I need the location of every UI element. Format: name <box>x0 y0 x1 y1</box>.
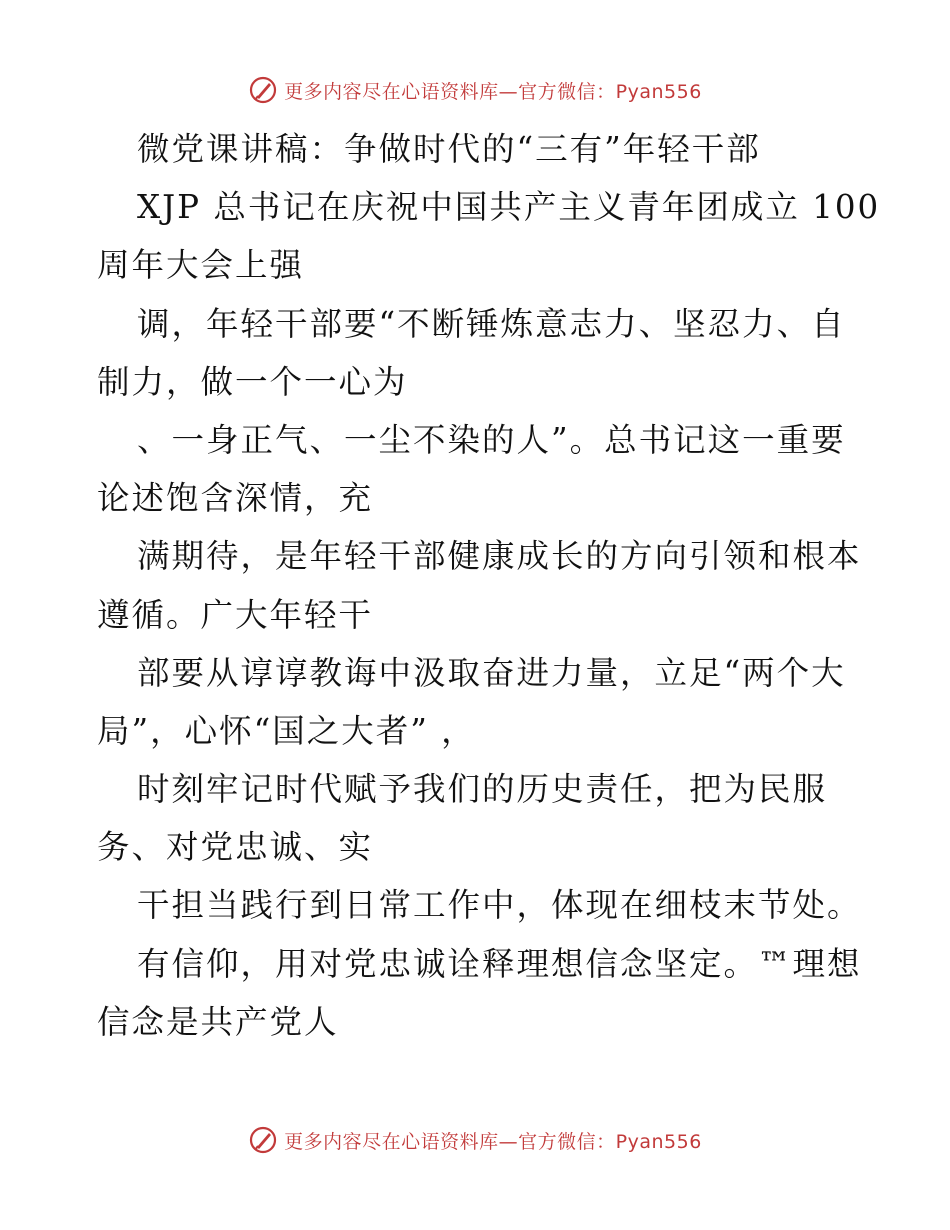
paragraph-line: 局”，心怀“国之大者” ， <box>97 711 476 750</box>
header-banner <box>0 70 950 110</box>
paragraph-line: 调，年轻干部要“不断锤炼意志力、坚忍力、自 <box>137 304 846 343</box>
paragraph-line: 部要从谆谆教诲中汲取奋进力量，立足“两个大 <box>137 653 846 692</box>
paragraph-line: 信念是共产党人 <box>97 1002 339 1041</box>
paragraph-line: XJP 总书记在庆祝中国共产主义青年团成立 100 <box>137 188 881 227</box>
quill-seal-icon <box>248 75 278 105</box>
paragraph-line: 制力，做一个一心为 <box>97 362 408 401</box>
document-body <box>97 120 881 1051</box>
paragraph-line: 论述饱含深情，充 <box>97 479 374 518</box>
banner-text: 更多内容尽在心语资料库—官方微信：Pyan556 <box>284 1130 702 1153</box>
paragraph-line: 满期待，是年轻干部健康成长的方向引领和根本 <box>137 537 862 576</box>
paragraph-line: 、一身正气、一尘不染的人”。总书记这一重要 <box>137 420 846 459</box>
paragraph-line: 遵循。广大年轻干 <box>97 595 374 634</box>
paragraph-line: 时刻牢记时代赋予我们的历史责任，把为民服 <box>137 770 828 809</box>
footer-banner <box>0 1120 950 1160</box>
paragraph-line: 务、对党忠诚、实 <box>97 828 374 867</box>
quill-seal-icon <box>248 1125 278 1155</box>
paragraph-line: 干担当践行到日常工作中，体现在细枝末节处。 <box>137 886 862 925</box>
paragraph-line: 周年大会上强 <box>97 246 305 285</box>
banner-text: 更多内容尽在心语资料库—官方微信：Pyan556 <box>284 80 702 103</box>
document-title: 微党课讲稿：争做时代的“三有”年轻干部 <box>137 130 761 168</box>
paragraph-line: 有信仰，用对党忠诚诠释理想信念坚定。™理想 <box>137 944 862 983</box>
